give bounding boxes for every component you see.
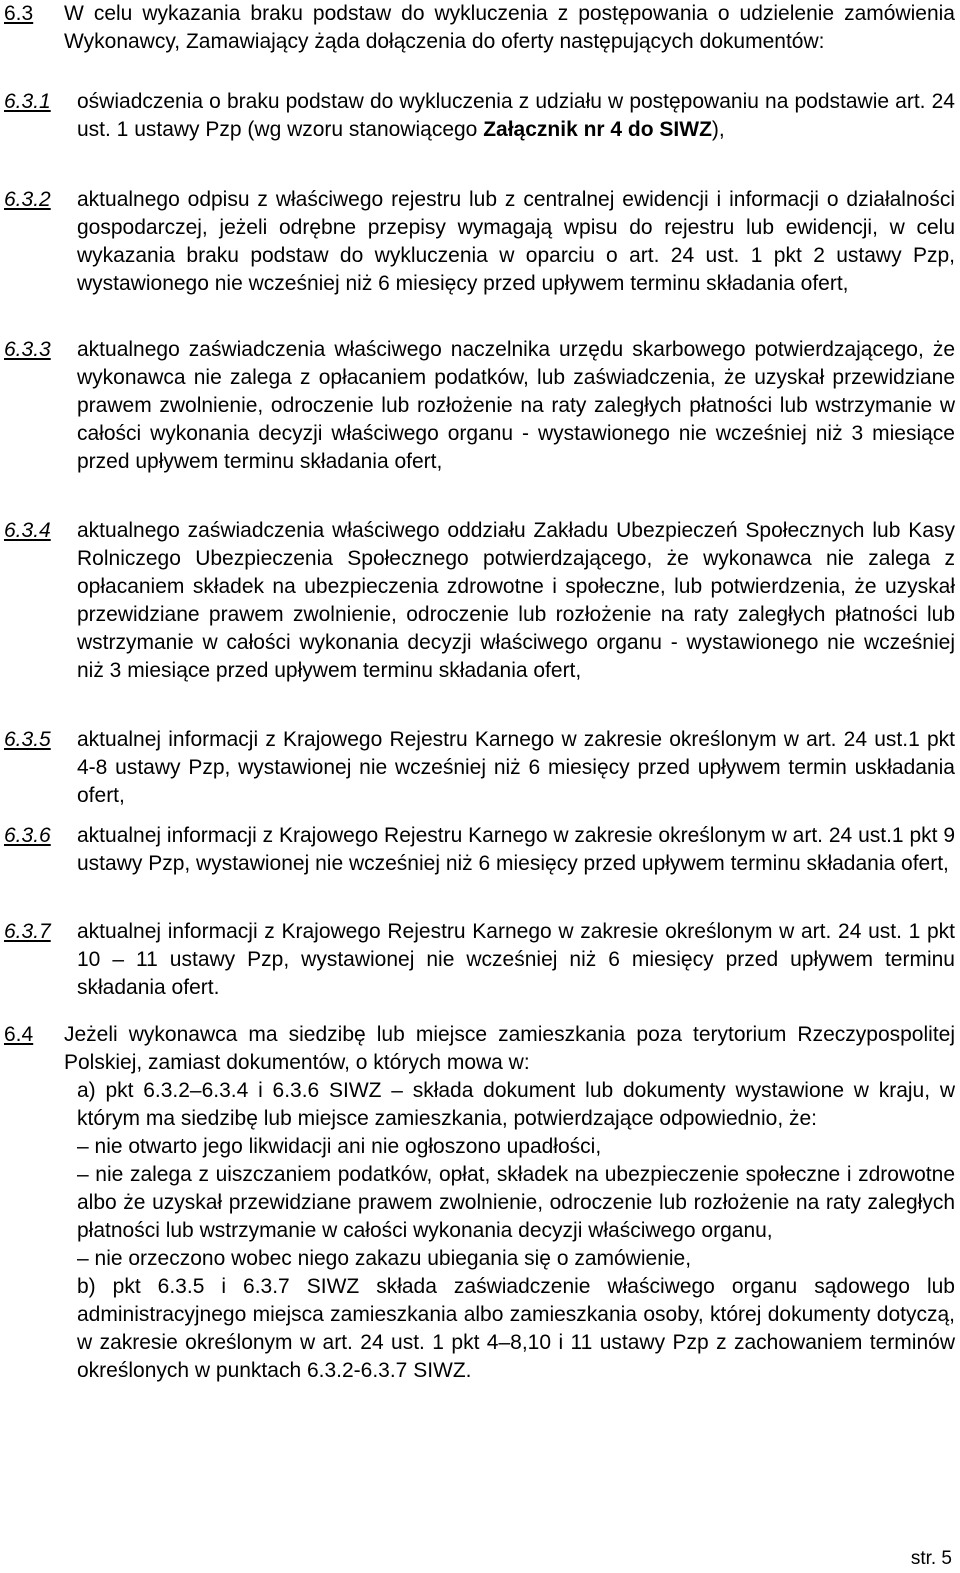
section-6-3-7 (0, 918, 955, 1002)
section-6-4 (0, 1021, 955, 1385)
dash-item: – nie zalega z uiszczaniem podatków, opłat, składek na ubezpieczenie społeczne i zdrowotne albo że uzyskał przewidziane prawem zwolnienie, odroczenie lub rozłożenie na raty zaległych płatności lub wstrzymanie w całości wykonania decyzji właściwego organu, (77, 1163, 955, 1242)
section-number: 6.3.4 (4, 519, 51, 542)
section-text: Jeżeli wykonawca ma siedzibę lub miejsce zamieszkania poza terytorium Rzeczypospolitej Polskiej, zamiast dokumentów, o których mowa w: (64, 1023, 955, 1074)
section-6-3-2 (0, 186, 955, 298)
section-6-3-3 (0, 336, 955, 476)
section-text: aktualnego zaświadczenia właściwego oddziału Zakładu Ubezpieczeń Społecznych lub Kasy Rolniczego Ubezpieczenia Społecznego potwierdzającego, że wykonawca nie zalega z opłacaniem składek na ubezpieczenia zdrowotne i społeczne, lub potwierdzenia, że uzyskał przewidziane prawem zwolnienie, odroczenie lub rozłożenie na raty zaległych płatności lub wstrzymanie w całości wykonania decyzji właściwego organu - wystawionego nie wcześniej niż 3 miesiące przed upływem terminu składania ofert, (77, 519, 955, 682)
section-text: aktualnego odpisu z właściwego rejestru lub z centralnej ewidencji i informacji o działalności gospodarczej, jeżeli odrębne przepisy wymagają wpisu do rejestru lub ewidencji, w celu wykazania braku podstaw do wykluczenia w oparciu o art. 24 ust. 1 pkt 2 ustawy Pzp, wystawionego nie wcześniej niż 6 miesięcy przed upływem terminu składania ofert, (77, 188, 955, 295)
section-number: 6.3.2 (4, 188, 51, 211)
dash-item: – nie orzeczono wobec niego zakazu ubiegania się o zamówienie, (77, 1247, 692, 1270)
section-6-3-4 (0, 517, 955, 685)
section-6-3-6 (0, 822, 955, 878)
list-item-b: b) pkt 6.3.5 i 6.3.7 SIWZ składa zaświadczenie właściwego organu sądowego lub administracyjnego miejsca zamieszkania albo zamieszkania osoby, której dokumenty dotyczą, w zakresie określonym w art. 24 ust. 1 pkt 4–8,10 i 11 ustawy Pzp z zachowaniem terminów określonych w punktach 6.3.2-6.3.7 SIWZ. (77, 1275, 955, 1382)
section-number: 6.3.7 (4, 920, 51, 943)
section-text: aktualnej informacji z Krajowego Rejestru Karnego w zakresie określonym w art. 24 ust. 1 pkt 10 – 11 ustawy Pzp, wystawionej nie wcześniej niż 6 miesięcy przed upływem terminu składania ofert. (77, 920, 955, 999)
section-6-3-5 (0, 726, 955, 810)
page-number: str. 5 (910, 1548, 952, 1569)
list-item-a: a) pkt 6.3.2–6.3.4 i 6.3.6 SIWZ – składa dokument lub dokumenty wystawione w kraju, w którym ma siedzibę lub miejsce zamieszkania, potwierdzające odpowiednio, że: (77, 1079, 955, 1130)
text-part: ), (711, 118, 725, 141)
section-number: 6.3.6 (4, 824, 51, 847)
attachment-reference: Załącznik nr 4 do SIWZ (483, 118, 712, 141)
section-text: aktualnej informacji z Krajowego Rejestru Karnego w zakresie określonym w art. 24 ust.1 pkt 9 ustawy Pzp, wystawionej nie wcześniej niż 6 miesięcy przed upływem terminu składania ofert, (77, 824, 955, 875)
dash-item: – nie otwarto jego likwidacji ani nie ogłoszono upadłości, (77, 1135, 602, 1158)
section-number: 6.3.5 (4, 728, 51, 751)
section-6-3 (0, 0, 955, 56)
section-6-3-1 (0, 88, 955, 144)
section-text (77, 88, 955, 144)
section-number: 6.4 (4, 1023, 34, 1046)
section-text: aktualnej informacji z Krajowego Rejestru Karnego w zakresie określonym w art. 24 ust.1 pkt 4-8 ustawy Pzp, wystawionej nie wcześniej niż 6 miesięcy przed upływem termin uskładania ofert, (77, 728, 955, 807)
section-number: 6.3 (4, 2, 34, 25)
text-part: oświadczenia o braku podstaw do wykluczenia z udziału w postępowaniu na podstawie art. 24 ust. 1 ustawy Pzp (wg wzoru stanowiącego (77, 90, 955, 141)
foreign-documents-list (77, 1077, 955, 1385)
section-text: W celu wykazania braku podstaw do wykluczenia z postępowania o udzielenie zamówienia Wykonawcy, Zamawiający żąda dołączenia do oferty następujących dokumentów: (64, 2, 955, 53)
section-text: aktualnego zaświadczenia właściwego naczelnika urzędu skarbowego potwierdzającego, że wykonawca nie zalega z opłacaniem podatków, lub zaświadczenia, że uzyskał przewidziane prawem zwolnienie, odroczenie lub rozłożenie na raty zaległych płatności lub wstrzymanie w całości wykonania decyzji właściwego organu - wystawionego nie wcześniej niż 3 miesiące przed upływem terminu składania ofert, (77, 338, 955, 473)
section-number: 6.3.3 (4, 338, 51, 361)
section-number: 6.3.1 (4, 90, 51, 113)
